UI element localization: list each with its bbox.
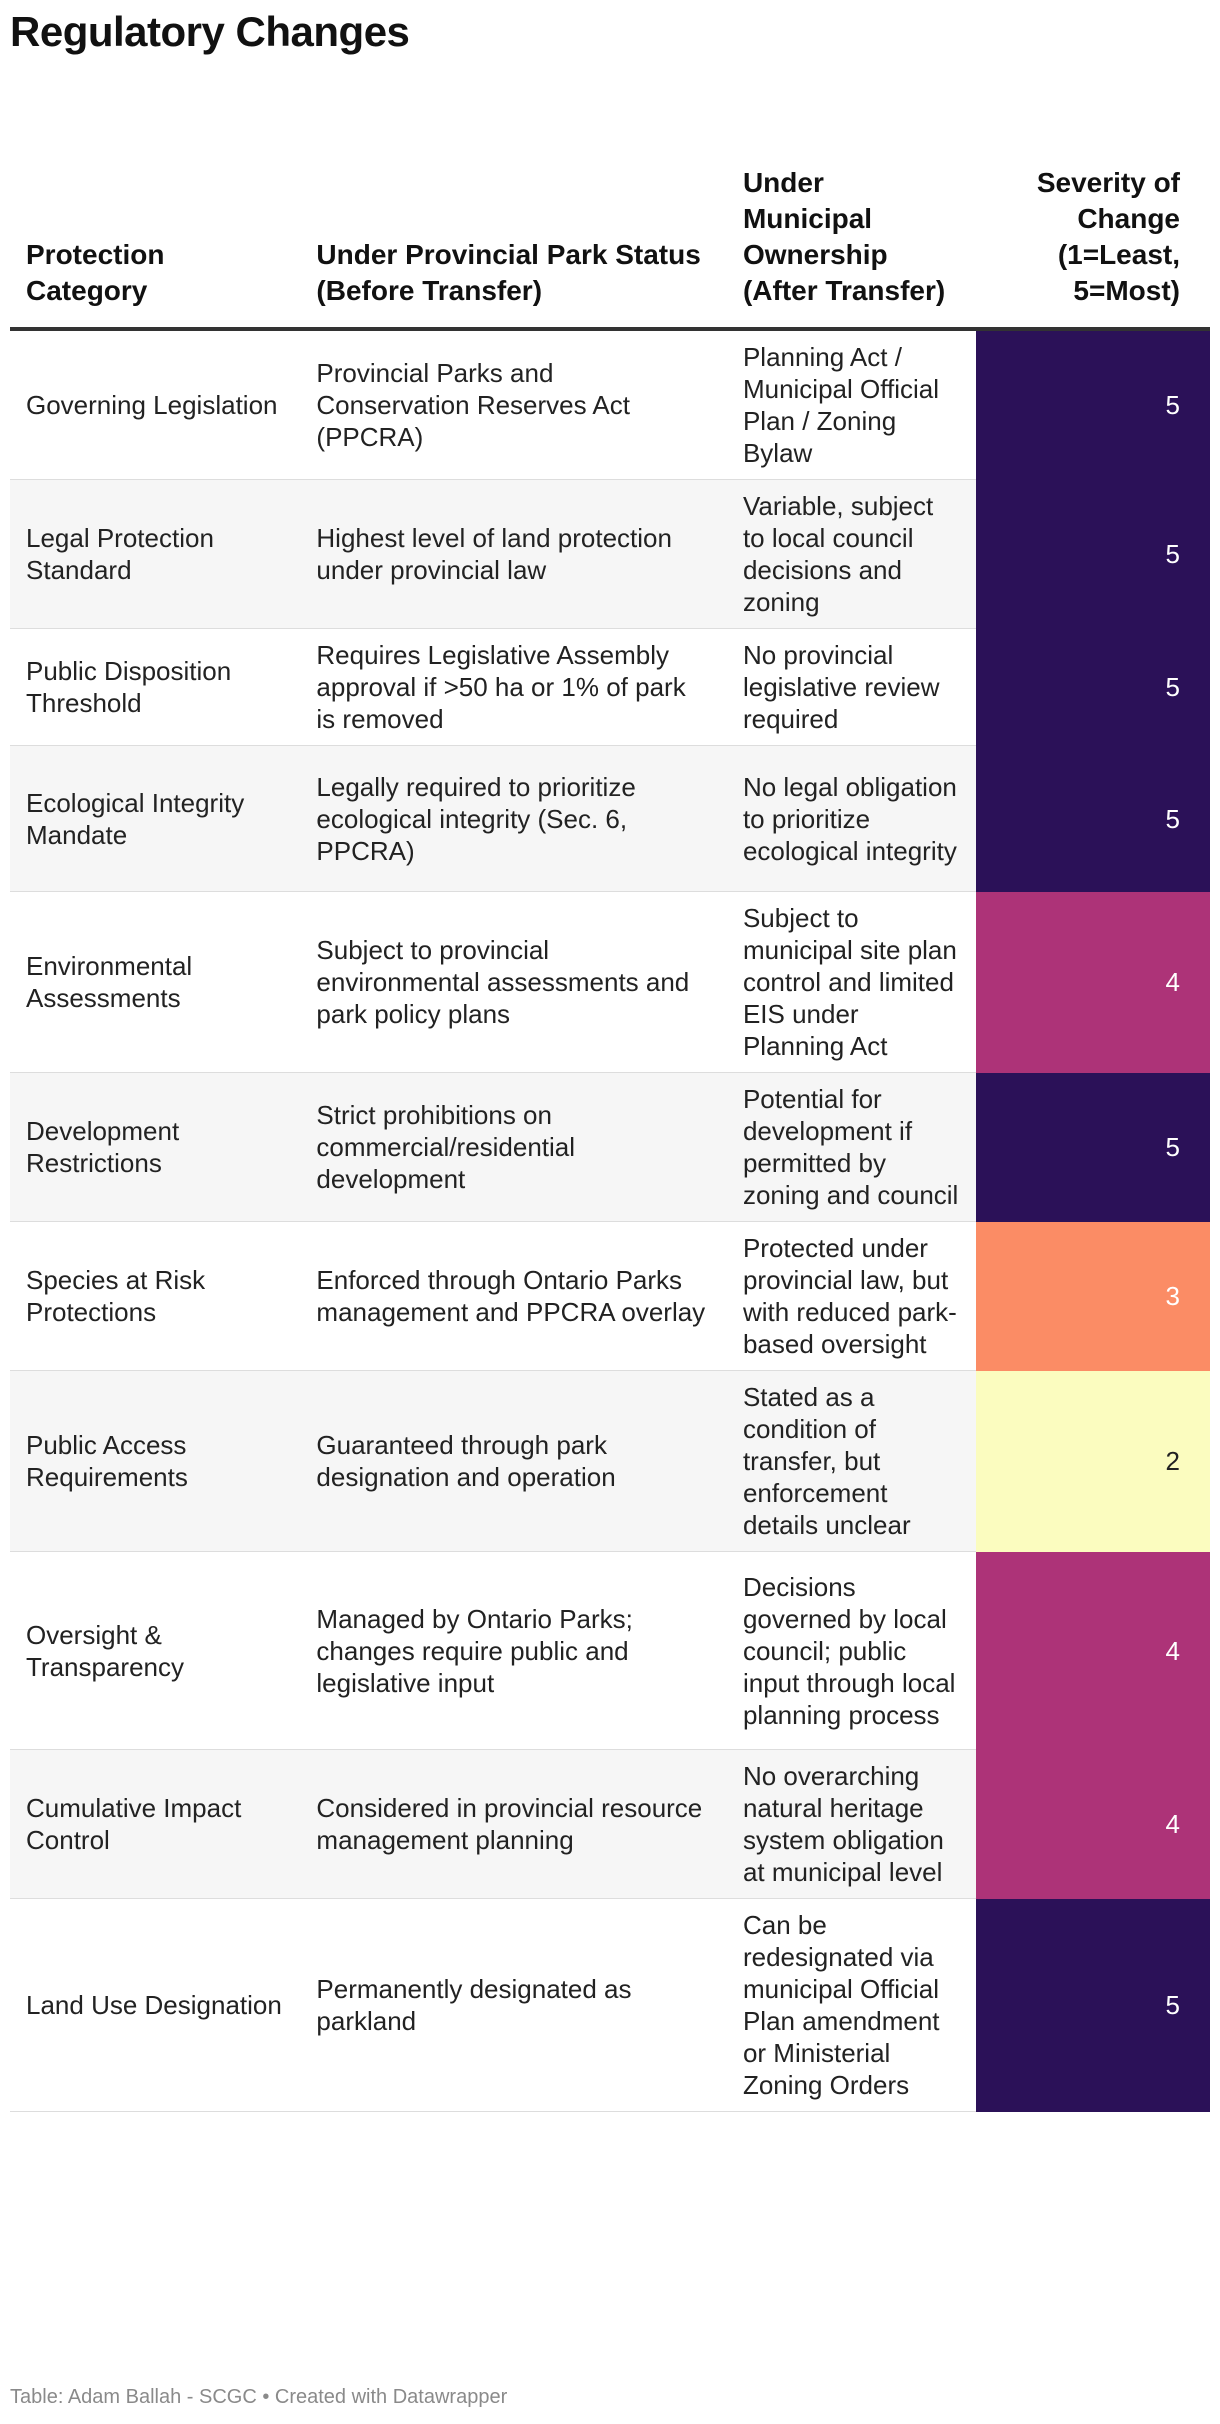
cell-category: Oversight & Transparency — [10, 1552, 300, 1750]
table-row — [10, 1899, 1210, 2112]
regulatory-changes-table — [10, 105, 1210, 2112]
cell-after-transfer: Planning Act / Municipal Official Plan / Zoning Bylaw — [727, 329, 976, 480]
table-title: Regulatory Changes — [10, 8, 410, 55]
cell-severity: 5 — [976, 746, 1210, 892]
cell-category: Public Access Requirements — [10, 1371, 300, 1552]
cell-after-transfer: Decisions governed by local council; public input through local planning process — [727, 1552, 976, 1750]
cell-before-transfer: Enforced through Ontario Parks management and PPCRA overlay — [300, 1222, 727, 1371]
cell-severity: 5 — [976, 629, 1210, 746]
cell-severity: 3 — [976, 1222, 1210, 1371]
cell-severity: 2 — [976, 1371, 1210, 1552]
table-row — [10, 1073, 1210, 1222]
cell-before-transfer: Requires Legislative Assembly approval if >50 ha or 1% of park is removed — [300, 629, 727, 746]
cell-category: Cumulative Impact Control — [10, 1750, 300, 1899]
cell-after-transfer: No legal obligation to prioritize ecological integrity — [727, 746, 976, 892]
cell-before-transfer: Managed by Ontario Parks; changes require public and legislative input — [300, 1552, 727, 1750]
table-row — [10, 329, 1210, 480]
cell-severity: 5 — [976, 1073, 1210, 1222]
header-row — [10, 105, 1210, 329]
header-before-transfer: Under Provincial Park Status (Before Transfer) — [300, 105, 727, 329]
cell-before-transfer: Guaranteed through park designation and operation — [300, 1371, 727, 1552]
cell-after-transfer: Subject to municipal site plan control and limited EIS under Planning Act — [727, 892, 976, 1073]
cell-before-transfer: Legally required to prioritize ecological integrity (Sec. 6, PPCRA) — [300, 746, 727, 892]
cell-category: Ecological Integrity Mandate — [10, 746, 300, 892]
table-row — [10, 746, 1210, 892]
cell-category: Species at Risk Protections — [10, 1222, 300, 1371]
table-row — [10, 1222, 1210, 1371]
cell-category: Development Restrictions — [10, 1073, 300, 1222]
cell-severity: 5 — [976, 480, 1210, 629]
cell-category: Governing Legislation — [10, 329, 300, 480]
cell-category: Land Use Designation — [10, 1899, 300, 2112]
table-row — [10, 480, 1210, 629]
header-protection-category: Protection Category — [10, 105, 300, 329]
cell-category: Public Disposition Threshold — [10, 629, 300, 746]
cell-after-transfer: No provincial legislative review required — [727, 629, 976, 746]
cell-severity: 5 — [976, 329, 1210, 480]
cell-before-transfer: Strict prohibitions on commercial/residential development — [300, 1073, 727, 1222]
cell-severity: 4 — [976, 892, 1210, 1073]
header-severity: Severity of Change (1=Least, 5=Most) — [976, 105, 1210, 329]
cell-category: Legal Protection Standard — [10, 480, 300, 629]
cell-before-transfer: Provincial Parks and Conservation Reserves Act (PPCRA) — [300, 329, 727, 480]
header-after-transfer: Under Municipal Ownership (After Transfer) — [727, 105, 976, 329]
table-row — [10, 892, 1210, 1073]
table-body — [10, 329, 1210, 2112]
table-row — [10, 1552, 1210, 1750]
cell-before-transfer: Subject to provincial environmental assessments and park policy plans — [300, 892, 727, 1073]
cell-after-transfer: Variable, subject to local council decisions and zoning — [727, 480, 976, 629]
cell-severity: 4 — [976, 1750, 1210, 1899]
cell-before-transfer: Considered in provincial resource management planning — [300, 1750, 727, 1899]
cell-category: Environmental Assessments — [10, 892, 300, 1073]
table-row — [10, 1371, 1210, 1552]
cell-severity: 4 — [976, 1552, 1210, 1750]
cell-before-transfer: Highest level of land protection under provincial law — [300, 480, 727, 629]
cell-after-transfer: Stated as a condition of transfer, but enforcement details unclear — [727, 1371, 976, 1552]
footer-credit: Table: Adam Ballah - SCGC • Created with Datawrapper — [10, 2386, 508, 2408]
cell-after-transfer: Potential for development if permitted by zoning and council — [727, 1073, 976, 1222]
cell-after-transfer: Protected under provincial law, but with reduced park-based oversight — [727, 1222, 976, 1371]
cell-before-transfer: Permanently designated as parkland — [300, 1899, 727, 2112]
table-row — [10, 629, 1210, 746]
table-row — [10, 1750, 1210, 1899]
cell-after-transfer: Can be redesignated via municipal Official Plan amendment or Ministerial Zoning Orders — [727, 1899, 976, 2112]
cell-severity: 5 — [976, 1899, 1210, 2112]
cell-after-transfer: No overarching natural heritage system obligation at municipal level — [727, 1750, 976, 1899]
